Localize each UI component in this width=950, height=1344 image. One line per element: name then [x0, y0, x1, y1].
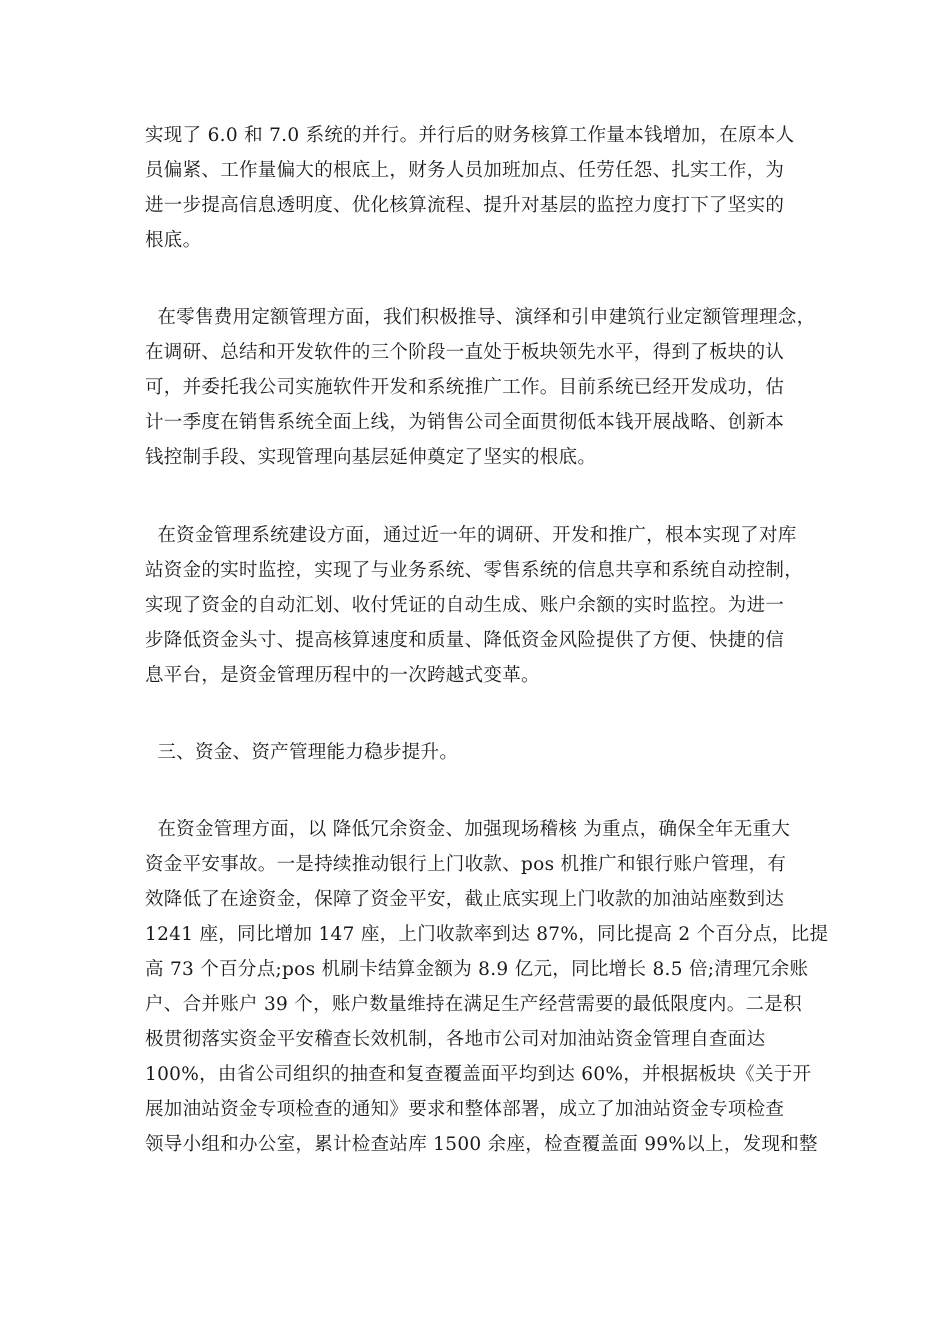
text-line: 可，并委托我公司实施软件开发和系统推广工作。目前系统已经开发成功，估 [145, 377, 785, 398]
text-line: 在调研、总结和开发软件的三个阶段一直处于板块领先水平，得到了板块的认 [145, 342, 785, 363]
text-line: 步降低资金头寸、提高核算速度和质量、降低资金风险提供了方便、快捷的信 [145, 630, 785, 651]
text-line: 极贯彻落实资金平安稽查长效机制，各地市公司对加油站资金管理自查面达 [145, 1029, 766, 1050]
text-line: 息平台，是资金管理历程中的一次跨越式变革。 [145, 665, 540, 686]
text-line: 员偏紧、工作量偏大的根底上，财务人员加班加点、任劳任怨、扎实工作，为 [145, 160, 785, 181]
text-line: 1241 座，同比增加 147 座，上门收款率到达 87%，同比提高 2 个百分点，比提 [145, 924, 829, 945]
text-line: 实现了资金的自动汇划、收付凭证的自动生成、账户余额的实时监控。为进一 [145, 595, 785, 616]
text-line: 高 73 个百分点;pos 机刷卡结算金额为 8.9 亿元，同比增长 8.5 倍;清理冗余账 [145, 959, 809, 980]
text-line: 进一步提高信息透明度、优化核算流程、提升对基层的监控力度打下了坚实的 [145, 195, 785, 216]
text-line: 站资金的实时监控，实现了与业务系统、零售系统的信息共享和系统自动控制， [145, 560, 804, 581]
text-line: 展加油站资金专项检查的通知》要求和整体部署，成立了加油站资金专项检查 [145, 1099, 785, 1120]
text-line: 在零售费用定额管理方面，我们积极推导、演绎和引申建筑行业定额管理理念， [145, 307, 816, 328]
heading-line: 三、资金、资产管理能力稳步提升。 [145, 742, 459, 763]
text-line: 100%，由省公司组织的抽查和复查覆盖面平均到达 60%，并根据板块《关于开 [145, 1064, 812, 1085]
text-line: 效降低了在途资金，保障了资金平安，截止底实现上门收款的加油站座数到达 [145, 889, 785, 910]
text-line: 户、合并账户 39 个，账户数量维持在满足生产经营需要的最低限度内。二是积 [145, 994, 802, 1015]
text-line: 实现了 6.0 和 7.0 系统的并行。并行后的财务核算工作量本钱增加，在原本人 [145, 125, 795, 146]
text-line: 计一季度在销售系统全面上线，为销售公司全面贯彻低本钱开展战略、创新本 [145, 412, 785, 433]
text-line: 资金平安事故。一是持续推动银行上门收款、pos 机推广和银行账户管理，有 [145, 854, 787, 875]
text-line: 根底。 [145, 230, 202, 251]
text-line: 在资金管理系统建设方面，通过近一年的调研、开发和推广，根本实现了对库 [145, 525, 797, 546]
text-line: 钱控制手段、实现管理向基层延伸奠定了坚实的根底。 [145, 447, 597, 468]
text-line: 领导小组和办公室，累计检查站库 1500 余座，检查覆盖面 99%以上，发现和整 [145, 1134, 818, 1155]
text-line: 在资金管理方面，以 降低冗余资金、加强现场稽核 为重点，确保全年无重大 [145, 819, 791, 840]
